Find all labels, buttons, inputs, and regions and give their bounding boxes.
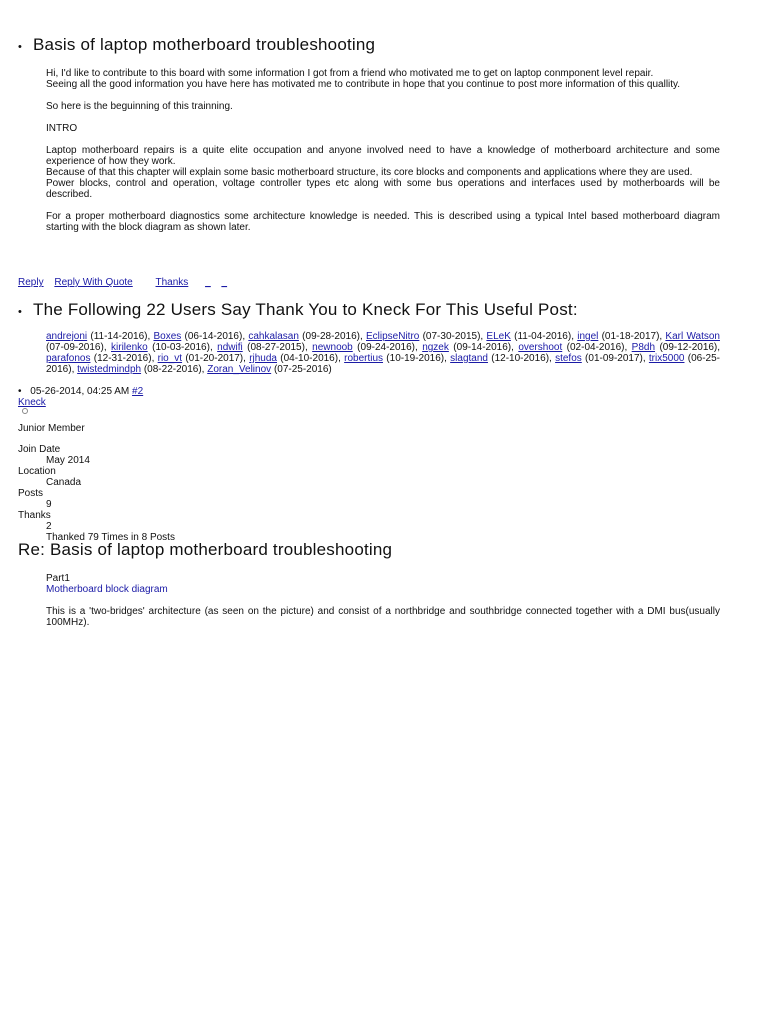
thanks-user-link[interactable]: P8dh <box>631 342 656 353</box>
thanks-date: (06-25-2016) <box>46 353 720 375</box>
thanks-user-link[interactable]: rio_vt <box>157 353 183 364</box>
section-heading: Motherboard block diagram <box>46 584 168 595</box>
thanks-date: (09-28-2016) <box>302 331 360 342</box>
thanks-user-link[interactable]: trix5000 <box>648 353 685 364</box>
thanks-user-link[interactable]: parafonos <box>46 353 91 364</box>
thanks-user-link[interactable]: kirilenko <box>111 342 148 353</box>
thanks-date: (01-20-2017) <box>185 353 244 364</box>
thanks-user-link[interactable]: Zoran_Velinov <box>207 364 272 375</box>
location-label: Location <box>18 466 56 477</box>
thanks-title: The Following 22 Users Say Thank You to Kneck For This Useful Post: <box>33 300 578 319</box>
user-rank: Junior Member <box>18 423 85 434</box>
extra-link[interactable]: _ <box>221 277 227 288</box>
thanks-date: (08-27-2015) <box>247 342 305 353</box>
thanks-user-link[interactable]: Boxes <box>153 331 182 342</box>
thanks-date: (12-31-2016) <box>93 353 152 364</box>
thanks-user-link[interactable]: twistedmindph <box>77 364 142 375</box>
thanks-user-link[interactable]: ingel <box>577 331 599 342</box>
post-body <box>46 68 720 244</box>
post-title-row <box>18 35 375 55</box>
paragraph: For a proper motherboard diagnostics some architecture knowledge is needed. This is described using a typical Intel based motherboard diagram starting with the block diagram as shown later. <box>46 211 720 233</box>
thanks-date: (06-14-2016) <box>184 331 243 342</box>
paragraph: INTRO <box>46 123 78 134</box>
thanks-title-row <box>18 300 578 320</box>
join-date-label: Join Date <box>18 444 61 455</box>
thanks-user-link[interactable]: overshoot <box>518 342 563 353</box>
part-label: Part1 <box>46 573 70 584</box>
paragraph: So here is the beguinning of this trainning. <box>46 101 233 112</box>
thanks-link[interactable]: Thanks <box>155 277 189 288</box>
thanks-date: (08-22-2016) <box>143 364 202 375</box>
bullet-icon: • <box>18 41 22 53</box>
thanks-date: (07-25-2016) <box>273 364 332 375</box>
thanks-date: (12-10-2016) <box>491 353 550 364</box>
thanks-user-link[interactable]: cahkalasan <box>248 331 299 342</box>
thanks-date: (07-09-2016) <box>46 342 104 353</box>
post-datetime: 05-26-2014, 04:25 AM <box>30 386 130 397</box>
bullet-icon: • <box>18 386 22 397</box>
thanks-user-link[interactable]: slagtand <box>450 353 488 364</box>
posts-label: Posts <box>18 488 44 499</box>
thanks-user-link[interactable]: ndwifi <box>217 342 243 353</box>
reply-with-quote-link[interactable]: Reply With Quote <box>54 277 133 288</box>
extra-link[interactable]: _ <box>205 277 211 288</box>
thanks-user-link[interactable]: newnoob <box>312 342 353 353</box>
post-meta-row <box>18 386 143 397</box>
thanks-user-link[interactable]: robertius <box>344 353 384 364</box>
post-title: Basis of laptop motherboard troubleshooting <box>33 35 376 54</box>
post-actions <box>18 277 235 288</box>
paragraph: Hi, I'd like to contribute to this board with some information I got from a friend who motivated me to get on laptop conmponent level repair. Seeing all the good information you have here has motivated me to contribute in hope that you continue to post more information of this quallity. <box>46 68 681 90</box>
paragraph: This is a 'two-bridges' architecture (as seen on the picture) and consist of a northbridge and southbridge connected together with a DMI bus(usually 100MHz). <box>46 606 720 628</box>
post-number-link[interactable]: #2 <box>132 386 144 397</box>
thanks-user-link[interactable]: ELeK <box>486 331 511 342</box>
thanks-date: (09-14-2016) <box>453 342 512 353</box>
thanks-user-link[interactable]: EclipseNitro <box>366 331 420 342</box>
thanks-date: (11-04-2016) <box>514 331 572 342</box>
paragraph: Laptop motherboard repairs is a quite elite occupation and anyone involved need to have a knowledge of motherboard architecture and some experience of how they work. Because of that this chapter will explain some basic motherboard structure, its core blocks and components and applications where they are used. Power blocks, control and operation, voltage controller types etc along with some bus operations and interfaces used by motherboards will be described. <box>46 145 720 200</box>
thanks-date: (07-30-2015) <box>422 331 481 342</box>
location-value: Canada <box>46 477 82 488</box>
join-date-value: May 2014 <box>46 455 90 466</box>
thanks-date: (02-04-2016) <box>566 342 625 353</box>
thanks-value: 2 <box>46 521 52 532</box>
thanks-user-list: andrejoni (11-14-2016), Boxes (06-14-2016), cahkalasan (09-28-2016), EclipseNitro (07-30-2015), ELeK (11-04-2016), ingel (01-18-2017), Karl Watson (07-09-2016), kirilenko (10-03-2016), ndwifi (08-27-2015), newnoob (09-24-2016), ngzek (09-14-2016), overshoot (02-04-2016), P8dh (09-12-2016), parafonos (12-31-2016), rio_vt (01-20-2017), rjhuda (04-10-2016), robertius (10-19-2016), slagtand (12-10-2016), stefos (01-09-2017), trix5000 (06-25-2016), twistedmindph (08-22-2016), Zoran_Velinov (07-25-2016) <box>46 331 721 375</box>
thanks-date: (09-24-2016) <box>357 342 415 353</box>
bullet-icon: • <box>18 306 22 318</box>
thanks-date: (10-19-2016) <box>386 353 445 364</box>
user-details <box>18 444 175 543</box>
thanked-value: Thanked 79 Times in 8 Posts <box>46 532 175 543</box>
thanks-user-link[interactable]: rjhuda <box>249 353 277 364</box>
thanks-date: (10-03-2016) <box>152 342 210 353</box>
thanks-label: Thanks <box>18 510 51 521</box>
thanks-date: (01-09-2017) <box>585 353 643 364</box>
thanks-user-link[interactable]: Karl Watson <box>665 331 720 342</box>
reply-title: Re: Basis of laptop motherboard troubleshooting <box>18 540 393 559</box>
thanks-date: (11-14-2016) <box>90 331 148 342</box>
thanks-date: (04-10-2016) <box>280 353 339 364</box>
reply-body <box>46 573 720 628</box>
thanks-user-link[interactable]: andrejoni <box>46 331 88 342</box>
thanks-user-link[interactable]: ngzek <box>422 342 449 353</box>
thanks-date: (09-12-2016) <box>659 342 718 353</box>
user-info <box>18 397 175 543</box>
posts-value: 9 <box>46 499 52 510</box>
reply-link[interactable]: Reply <box>18 277 44 288</box>
thanks-date: (01-18-2017) <box>601 331 660 342</box>
thanks-user-link[interactable]: stefos <box>555 353 582 364</box>
username-link[interactable]: Kneck <box>18 397 46 408</box>
online-status-icon <box>22 408 28 414</box>
